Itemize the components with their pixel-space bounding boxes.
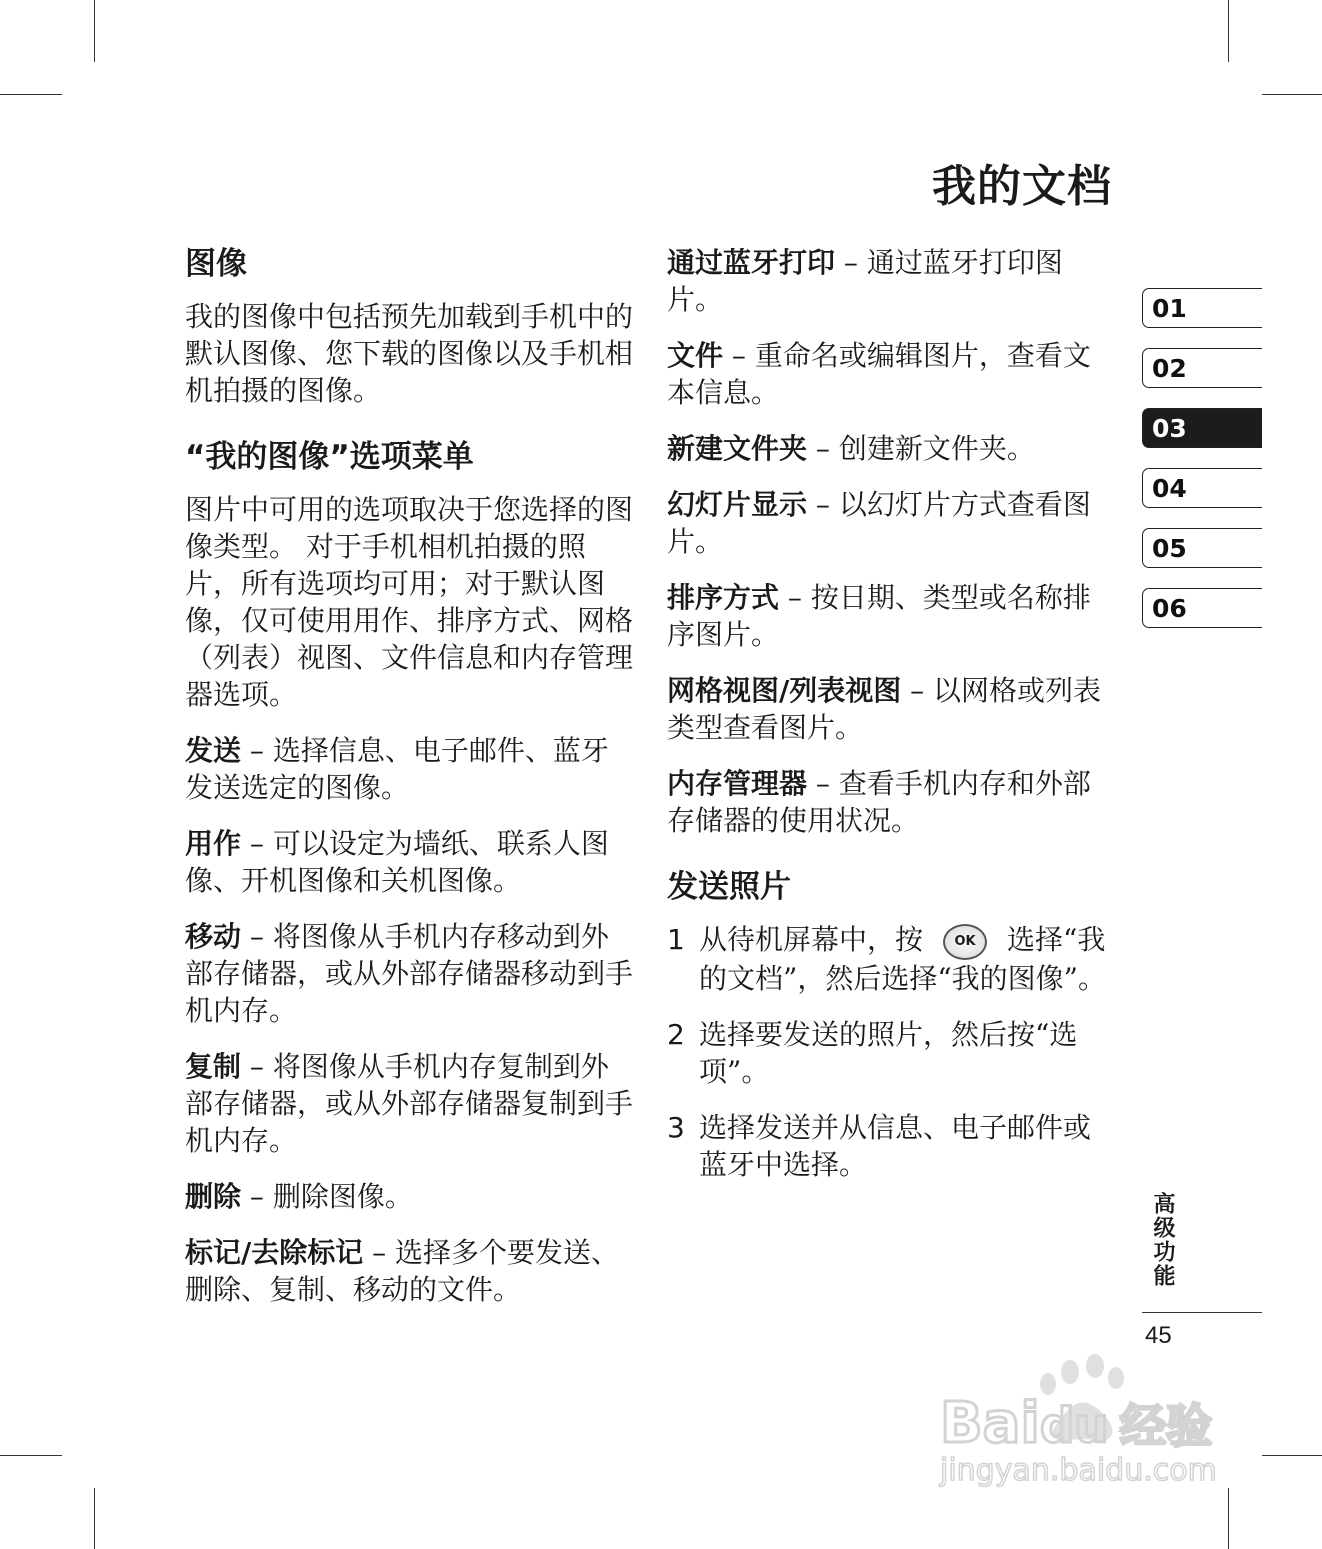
chapter-tab[interactable]: 04	[1142, 468, 1262, 508]
option-description: – 将图像从手机内存复制到外部存储器，或从外部存储器复制到手机内存。	[185, 1050, 634, 1157]
divider	[1142, 1312, 1262, 1313]
option-description: – 选择多个要发送、删除、复制、移动的文件。	[185, 1236, 620, 1306]
left-column	[185, 244, 635, 1327]
images-heading: 图像	[185, 246, 247, 282]
chapter-tab-active[interactable]: 03	[1142, 408, 1262, 448]
right-column	[667, 244, 1117, 1202]
option-description: – 创建新文件夹。	[807, 432, 1035, 465]
crop-mark	[1228, 0, 1229, 62]
option-list	[185, 732, 635, 1308]
option-description: – 选择信息、电子邮件、蓝牙发送选定的图像。	[185, 734, 609, 804]
section-side-label: 高级功能	[1150, 1192, 1175, 1288]
watermark-url: jingyan.baidu.com	[940, 1453, 1217, 1488]
option-item	[185, 1234, 635, 1308]
step-item	[667, 921, 1117, 997]
step-text: 从待机屏幕中，按 OK 选择“我的文档”，然后选择“我的图像”。	[699, 923, 1106, 995]
crop-mark	[1262, 1455, 1322, 1456]
option-term: 排序方式	[667, 581, 780, 614]
option-term: 文件	[667, 339, 724, 372]
chapter-tabs	[1142, 288, 1262, 648]
option-item	[185, 918, 635, 1029]
option-list	[667, 244, 1117, 839]
option-item	[667, 672, 1117, 746]
option-term: 网格视图/列表视图	[667, 674, 902, 707]
option-description: – 查看手机内存和外部存储器的使用状况。	[667, 767, 1091, 837]
option-description: – 以幻灯片方式查看图片。	[667, 488, 1091, 558]
options-description: 图片中可用的选项取决于您选择的图像类型。 对于手机相机拍摄的照片，所有选项均可用；对于默认图像，仅可使用用作、排序方式、网格（列表）视图、文件信息和内存管理器选项。	[185, 493, 634, 711]
option-description: – 可以设定为墙纸、联系人图像、开机图像和关机图像。	[185, 827, 609, 897]
chapter-tab[interactable]: 05	[1142, 528, 1262, 568]
crop-mark	[94, 1488, 95, 1549]
step-list	[667, 921, 1117, 1183]
watermark-brand-3: 经验	[1120, 1399, 1212, 1453]
option-term: 移动	[185, 920, 242, 953]
option-item	[185, 1178, 635, 1215]
option-item	[667, 430, 1117, 467]
option-item	[667, 765, 1117, 839]
step-item	[667, 1016, 1117, 1090]
watermark-brand-2: du	[1040, 1398, 1109, 1454]
option-term: 新建文件夹	[667, 432, 808, 465]
send-photo-heading: 发送照片	[667, 869, 791, 905]
crop-mark	[0, 1455, 62, 1456]
option-term: 删除	[185, 1180, 242, 1213]
option-item	[667, 244, 1117, 318]
step-number: 1	[667, 923, 685, 956]
option-item	[185, 825, 635, 899]
option-item	[667, 486, 1117, 560]
options-heading: “我的图像”选项菜单	[185, 439, 474, 475]
option-term: 内存管理器	[667, 767, 808, 800]
baidu-watermark-logo	[930, 1350, 1250, 1490]
step-text: 选择要发送的照片，然后按“选项”。	[699, 1017, 1078, 1088]
crop-mark	[1228, 1488, 1229, 1549]
option-description: – 将图像从手机内存移动到外部存储器，或从外部存储器移动到手机内存。	[185, 920, 634, 1027]
option-term: 复制	[185, 1050, 242, 1083]
crop-mark	[1262, 94, 1322, 95]
watermark-brand: Bai	[940, 1391, 1040, 1456]
option-term: 标记/去除标记	[185, 1236, 364, 1269]
option-term: 幻灯片显示	[667, 488, 808, 521]
chapter-tab[interactable]: 02	[1142, 348, 1262, 388]
option-term: 用作	[185, 827, 242, 860]
chapter-tab[interactable]: 06	[1142, 588, 1262, 628]
option-term: 通过蓝牙打印	[667, 246, 836, 279]
ok-button-icon: OK	[943, 924, 987, 960]
option-item	[667, 337, 1117, 411]
chapter-tab[interactable]: 01	[1142, 288, 1262, 328]
images-description: 我的图像中包括预先加载到手机中的默认图像、您下载的图像以及手机相机拍摄的图像。	[185, 300, 634, 407]
option-description: – 以网格或列表类型查看图片。	[667, 674, 1102, 744]
option-description: – 删除图像。	[241, 1180, 413, 1213]
option-term: 发送	[185, 734, 242, 767]
page-title: 我的文档	[932, 161, 1112, 212]
step-item	[667, 1109, 1117, 1183]
crop-mark	[94, 0, 95, 62]
option-description: – 重命名或编辑图片，查看文本信息。	[667, 339, 1091, 409]
step-number: 3	[667, 1110, 685, 1144]
option-item	[185, 1048, 635, 1159]
option-item	[185, 732, 635, 806]
option-description: – 按日期、类型或名称排序图片。	[667, 581, 1091, 651]
option-item	[667, 579, 1117, 653]
step-text: 选择发送并从信息、电子邮件或蓝牙中选择。	[699, 1110, 1092, 1181]
option-description: – 通过蓝牙打印图片。	[667, 246, 1063, 316]
page-number: 45	[1145, 1322, 1172, 1349]
crop-mark	[0, 94, 62, 95]
step-number: 2	[667, 1017, 685, 1051]
